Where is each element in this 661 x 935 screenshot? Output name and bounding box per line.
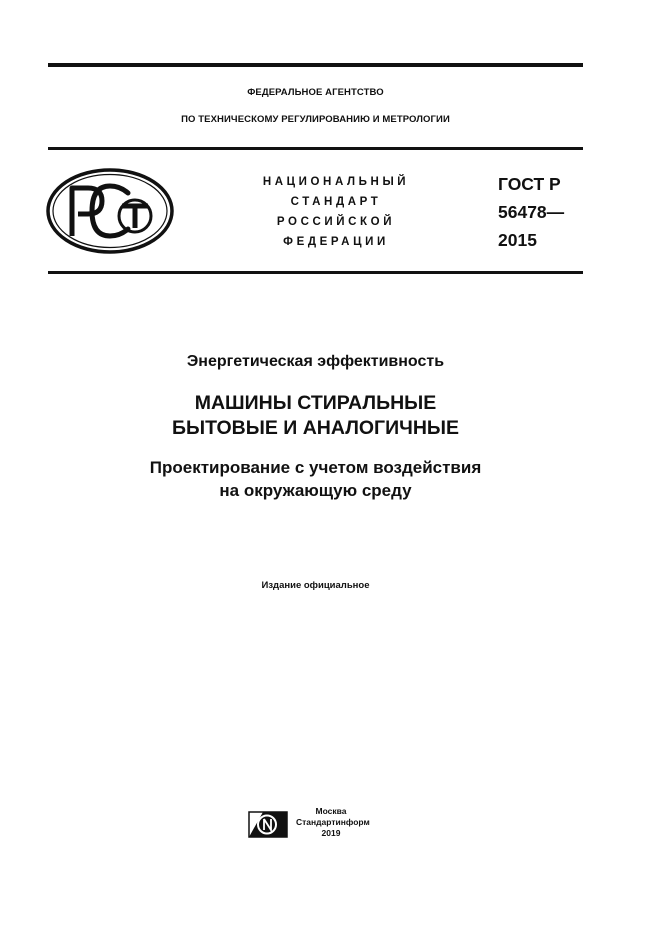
designation-line: ГОСТ Р: [498, 174, 561, 194]
document-description: [48, 456, 583, 502]
document-subtitle: Энергетическая эффективность: [186, 353, 445, 370]
national-standard-label: [236, 172, 436, 252]
publication-year: 2019: [321, 828, 341, 838]
edition-label: Издание официальное: [261, 580, 370, 591]
national-standard-line: ФЕДЕРАЦИИ: [283, 236, 389, 248]
main-title-line: БЫТОВЫЕ И АНАЛОГИЧНЫЕ: [171, 417, 459, 439]
standard-designation: [498, 170, 588, 254]
description-line: Проектирование с учетом воздействия: [149, 458, 482, 477]
rst-certification-logo-icon: [44, 166, 176, 256]
header-rule: [48, 147, 583, 150]
main-title-line: МАШИНЫ СТИРАЛЬНЫЕ: [194, 392, 437, 414]
top-rule: [48, 63, 583, 67]
publisher-city: Москва: [315, 806, 347, 816]
national-standard-line: НАЦИОНАЛЬНЫЙ: [262, 176, 410, 188]
national-standard-line: СТАНДАРТ: [290, 196, 382, 208]
designation-line: 56478—: [498, 202, 565, 222]
agency-name-line1: ФЕДЕРАЛЬНОЕ АГЕНТСТВО: [247, 87, 384, 98]
designation-line: 2015: [498, 230, 537, 250]
publisher-imprint: [296, 806, 370, 839]
document-main-title: [48, 391, 583, 441]
national-standard-line: РОССИЙСКОЙ: [276, 216, 396, 228]
agency-name-line2: ПО ТЕХНИЧЕСКОМУ РЕГУЛИРОВАНИЮ И МЕТРОЛОГИИ: [181, 114, 450, 125]
publisher-name: Стандартинформ: [296, 817, 370, 827]
standartinform-logo-icon: [248, 811, 288, 838]
header-bottom-rule: [48, 271, 583, 274]
description-line: на окружающую среду: [219, 481, 412, 500]
